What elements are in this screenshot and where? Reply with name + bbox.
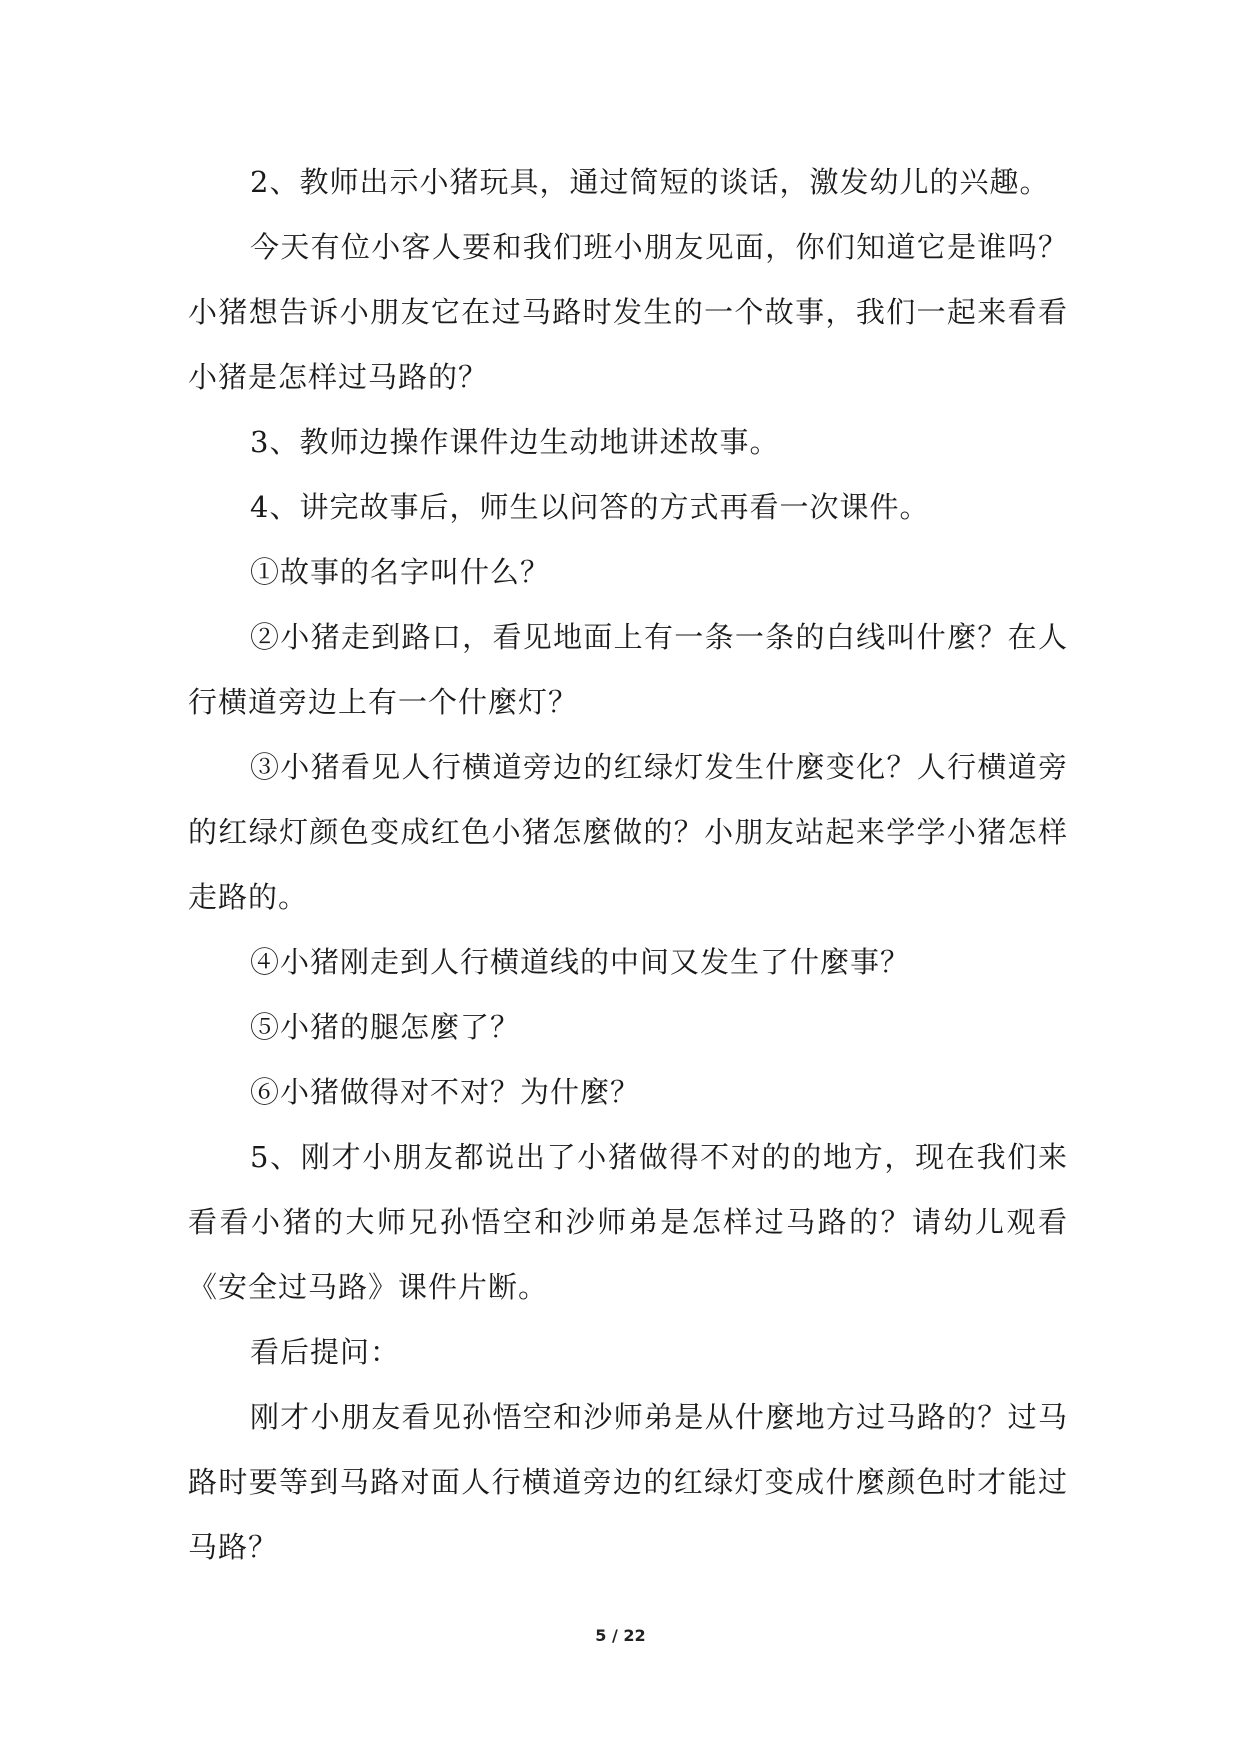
paragraph-post-viewing: 看后提问：: [250, 1335, 401, 1369]
paragraph-step-2: 2、教师出示小猪玩具，通过简短的谈话，激发幼儿的兴趣。: [250, 165, 1050, 199]
page-number: 5 / 22: [595, 1626, 646, 1645]
paragraph-step-3: 3、教师边操作课件边生动地讲述故事。: [250, 425, 780, 459]
question-4: ④小猪刚走到人行横道线的中间又发生了什麼事？: [250, 945, 911, 979]
question-3: ③小猪看见人行横道旁边的红绿灯发生什麼变化？人行横道旁的红绿灯颜色变成红色小猪怎麼做的？小朋友站起来学学小猪怎样走路的。: [188, 750, 1068, 914]
document-body: [188, 150, 1068, 1580]
paragraph-step-5: 5、刚才小朋友都说出了小猪做得不对的的地方，现在我们来看看小猪的大师兄孙悟空和沙师弟是怎样过马路的？请幼儿观看《安全过马路》课件片断。: [188, 1140, 1068, 1304]
paragraph-final-question: 刚才小朋友看见孙悟空和沙师弟是从什麼地方过马路的？过马路时要等到马路对面人行横道旁边的红绿灯变成什麼颜色时才能过马路？: [188, 1400, 1068, 1564]
question-5: ⑤小猪的腿怎麼了？: [250, 1010, 521, 1044]
paragraph-step-4: 4、讲完故事后，师生以问答的方式再看一次课件。: [250, 490, 930, 524]
paragraph-intro-dialogue: 今天有位小客人要和我们班小朋友见面，你们知道它是谁吗？小猪想告诉小朋友它在过马路时发生的一个故事，我们一起来看看小猪是怎样过马路的？: [188, 230, 1068, 394]
question-1: ①故事的名字叫什么？: [250, 555, 551, 589]
question-6: ⑥小猪做得对不对？为什麼？: [250, 1075, 641, 1109]
question-2: ②小猪走到路口，看见地面上有一条一条的白线叫什麼？在人行横道旁边上有一个什麼灯？: [188, 620, 1068, 719]
